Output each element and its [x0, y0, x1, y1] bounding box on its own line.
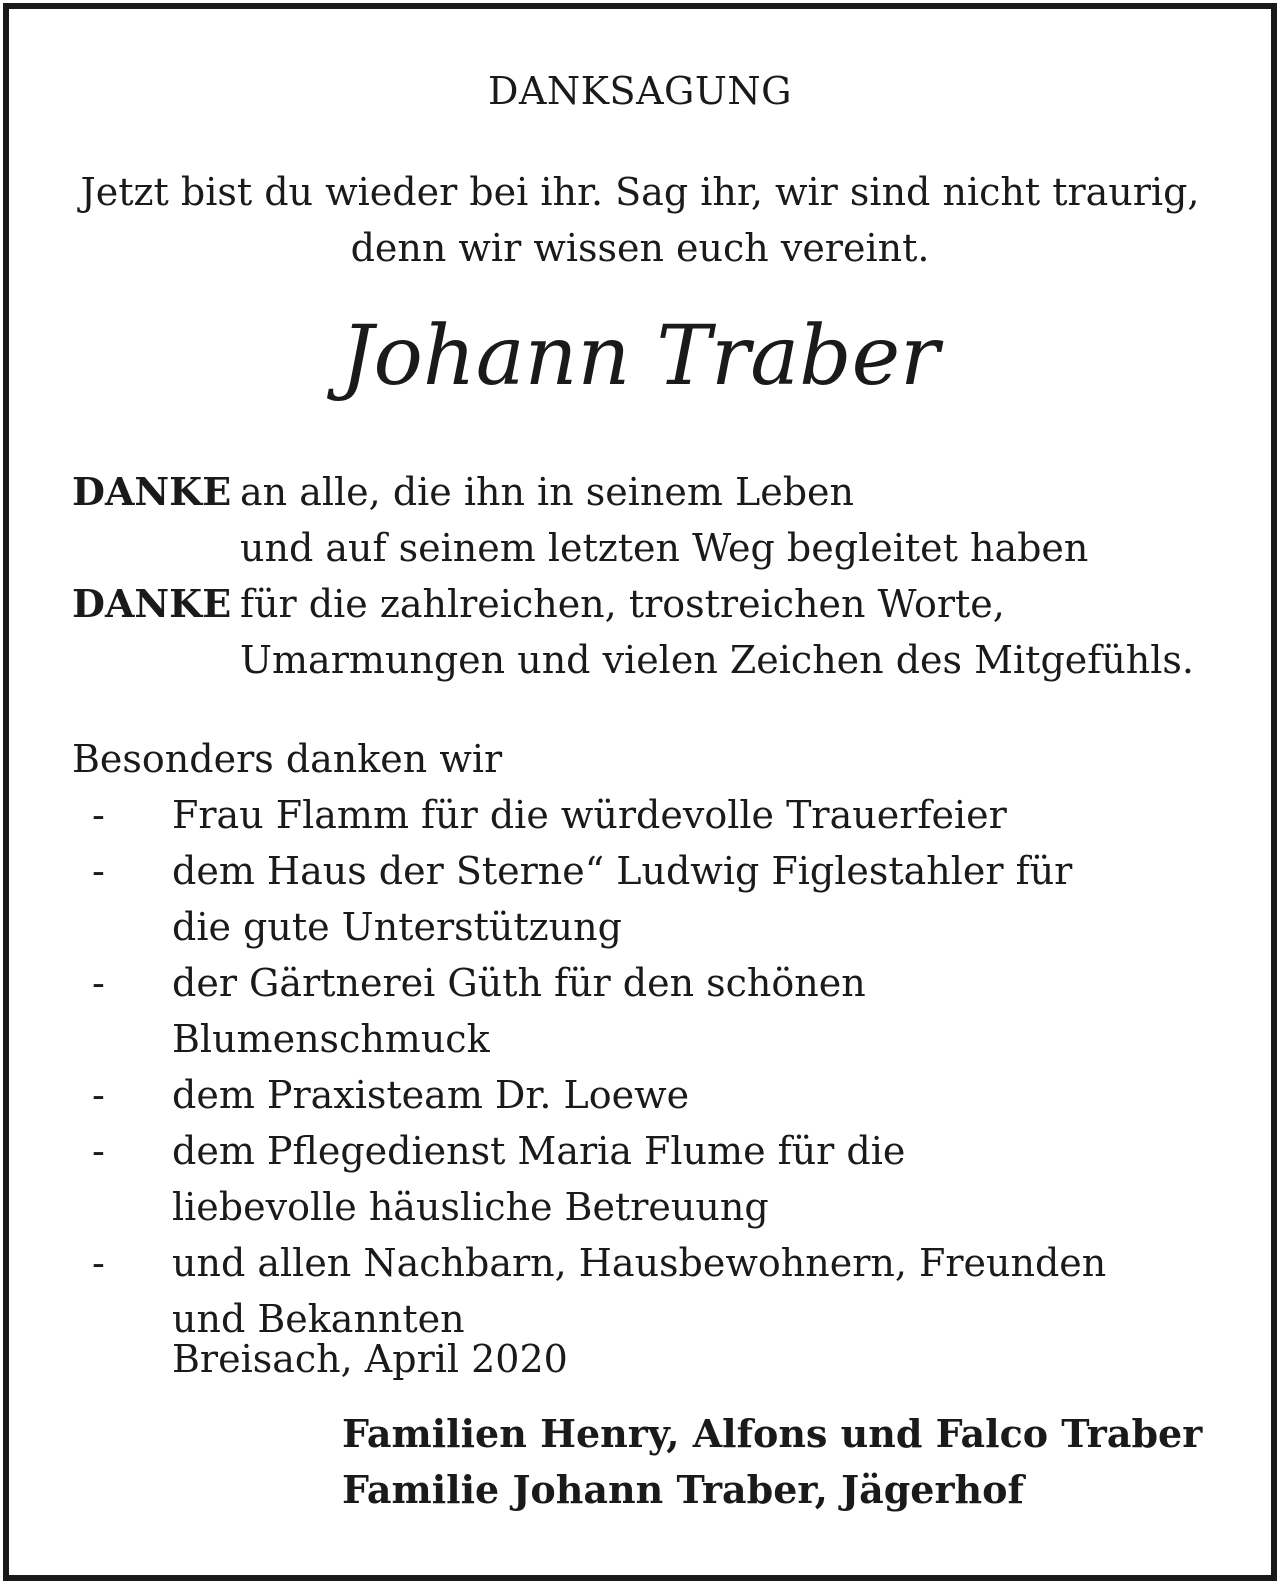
- thanks-word: DANKE: [72, 581, 232, 626]
- list-item-text: und allen Nachbarn, Hausbewohnern, Freunden und Bekannten: [172, 1241, 1107, 1341]
- motto-line: Jetzt bist du wieder bei ihr. Sag ihr, wir sind nicht traurig,: [80, 170, 1200, 214]
- thanks-row: [72, 520, 1194, 576]
- dash-bullet: -: [92, 849, 105, 893]
- thanks-row: [72, 576, 1194, 632]
- dash-bullet: -: [92, 1241, 105, 1285]
- deceased-name: Johann Traber: [340, 309, 940, 404]
- signature-line: Familien Henry, Alfons und Falco Traber: [342, 1411, 1203, 1456]
- thanks-row: [72, 632, 1194, 688]
- motto: [9, 164, 1271, 276]
- thanks-text: und auf seinem letzten Weg begleitet haben: [240, 526, 1089, 570]
- list-item-text: dem Haus der Sterne“ Ludwig Figlestahler für die gute Unterstützung: [172, 849, 1073, 949]
- signature: [342, 1406, 1202, 1518]
- list-item: [72, 1123, 1182, 1235]
- special-thanks-list: [72, 787, 1182, 1347]
- thanks-text: an alle, die ihn in seinem Leben: [240, 470, 854, 514]
- thanks-text: Umarmungen und vielen Zeichen des Mitgefühls.: [240, 638, 1195, 682]
- list-item-text: dem Pflegedienst Maria Flume für die liebevolle häusliche Betreuung: [172, 1129, 906, 1229]
- thanks-row: [72, 464, 1194, 520]
- dash-bullet: -: [92, 793, 105, 837]
- list-item: [72, 1067, 1182, 1123]
- place-date: Breisach, April 2020: [172, 1337, 568, 1381]
- list-item-text: der Gärtnerei Güth für den schönen Blumenschmuck: [172, 961, 866, 1061]
- special-thanks-intro: Besonders danken wir: [72, 737, 503, 781]
- list-item-text: Frau Flamm für die würdevolle Trauerfeier: [172, 793, 1007, 837]
- dash-bullet: -: [92, 1073, 105, 1117]
- dash-bullet: -: [92, 961, 105, 1005]
- motto-line: denn wir wissen euch vereint.: [350, 226, 930, 270]
- signature-line: Familie Johann Traber, Jägerhof: [342, 1467, 1024, 1512]
- thanks-block: [72, 464, 1194, 688]
- notice-heading: DANKSAGUNG: [487, 69, 792, 113]
- thanks-text: für die zahlreichen, trostreichen Worte,: [240, 582, 1005, 626]
- list-item: [72, 843, 1182, 955]
- list-item-text: dem Praxisteam Dr. Loewe: [172, 1073, 690, 1117]
- list-item: [72, 787, 1182, 843]
- notice-frame: [3, 3, 1277, 1581]
- thanks-word: DANKE: [72, 469, 232, 514]
- dash-bullet: -: [92, 1129, 105, 1173]
- list-item: [72, 955, 1182, 1067]
